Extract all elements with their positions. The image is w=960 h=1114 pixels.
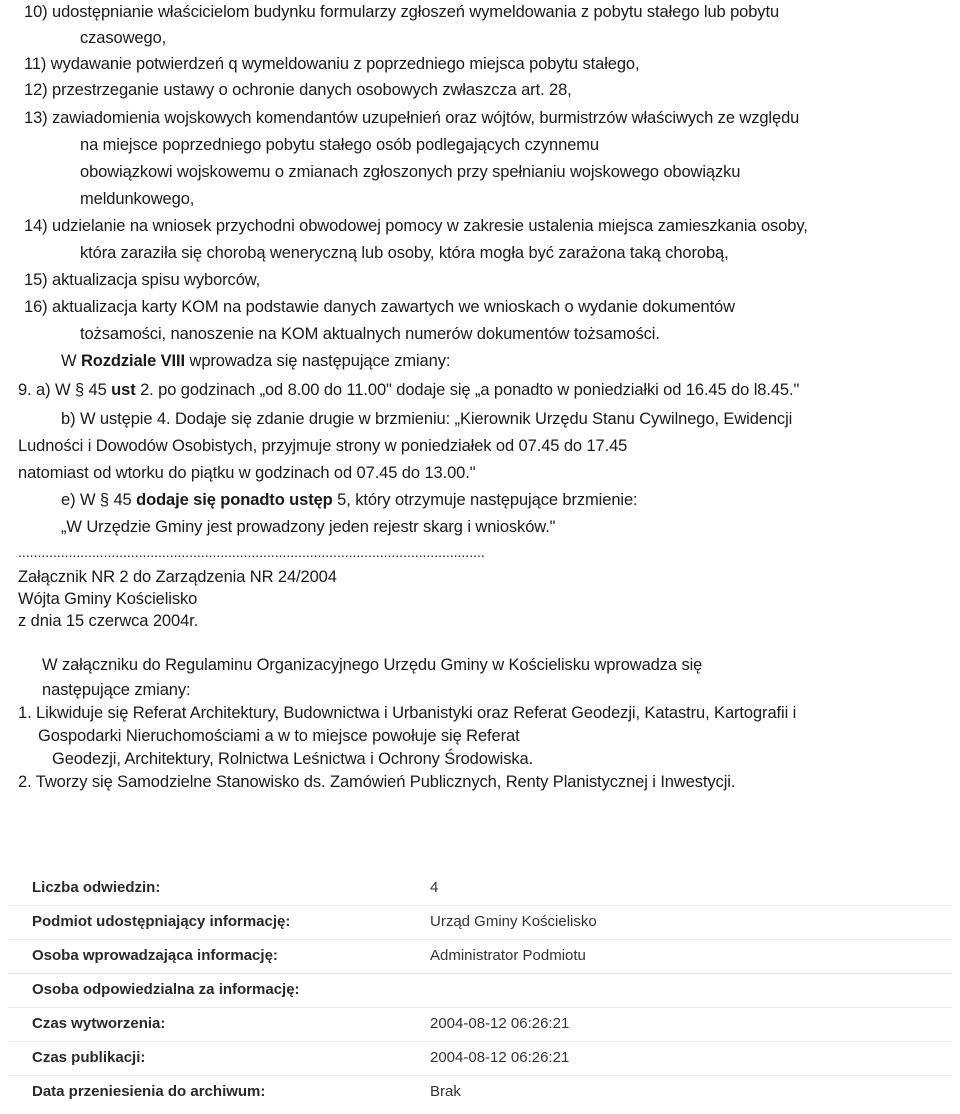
metadata-value: 2004-08-12 06:26:21	[430, 1049, 570, 1066]
text-line: Ludności i Dowodów Osobistych, przyjmuje strony w poniedziałek od 07.45 do 17.45	[18, 437, 628, 455]
metadata-row	[8, 939, 952, 974]
metadata-label: Liczba odwiedzin:	[32, 879, 161, 896]
text-line: następujące zmiany:	[42, 681, 191, 699]
text-line: meldunkowego,	[80, 190, 195, 208]
text-line: tożsamości, nanoszenie na KOM aktualnych numerów dokumentów tożsamości.	[80, 325, 660, 343]
text-line: 1. Likwiduje się Referat Architektury, Budownictwa i Urbanistyki oraz Referat Geodezji, Katastru, Kartografii i	[18, 704, 797, 722]
text-line: 13) zawiadomienia wojskowych komendantów uzupełnień oraz wójtów, burmistrzów właściwych ze względu	[24, 109, 800, 127]
metadata-value: 4	[430, 879, 439, 896]
text-line: 15) aktualizacja spisu wyborców,	[24, 271, 261, 289]
metadata-row	[8, 1075, 952, 1109]
text-line: „W Urzędzie Gminy jest prowadzony jeden rejestr skarg i wniosków."	[61, 518, 556, 536]
metadata-row	[8, 1041, 952, 1076]
metadata-value: Administrator Podmiotu	[430, 947, 586, 964]
metadata-label: Podmiot udostępniający informację:	[32, 913, 291, 930]
text-run: W	[61, 352, 81, 370]
text-run: 9. a) W § 45	[18, 381, 112, 399]
text-run: 2. po godzinach „od 8.00 do 11.00" dodaje się „a ponadto w poniedziałki od 16.45 do l8.45."	[135, 381, 800, 399]
metadata-value: Urząd Gminy Kościelisko	[430, 913, 597, 930]
text-line	[61, 490, 638, 510]
text-line	[18, 380, 799, 400]
metadata-label: Osoba wprowadzająca informację:	[32, 947, 278, 964]
text-line: czasowego,	[80, 29, 167, 47]
text-line: natomiast od wtorku do piątku w godzinach od 07.45 do 13.00."	[18, 464, 476, 482]
text-line: Gospodarki Nieruchomościami a w to miejsce powołuje się Referat	[38, 727, 520, 745]
text-run: wprowadza się następujące zmiany:	[185, 352, 451, 370]
text-line: która zaraziła się chorobą weneryczną lub osoby, która mogła być zarażona taką chorobą,	[80, 244, 729, 262]
dotted-separator: ........................................................................................................................	[18, 544, 485, 560]
text-run-bold: ust	[111, 381, 136, 399]
text-line: 11) wydawanie potwierdzeń q wymeldowaniu z poprzedniego miejsca pobytu stałego,	[24, 55, 640, 73]
text-line: Wójta Gminy Kościelisko	[18, 590, 198, 608]
metadata-value: Brak	[430, 1083, 461, 1100]
metadata-value: 2004-08-12 06:26:21	[430, 1015, 570, 1032]
text-line: z dnia 15 czerwca 2004r.	[18, 612, 199, 630]
text-line: Załącznik NR 2 do Zarządzenia NR 24/2004	[18, 568, 337, 586]
text-line: 16) aktualizacja karty KOM na podstawie danych zawartych we wnioskach o wydanie dokumentów	[24, 298, 735, 316]
text-line: 14) udzielanie na wniosek przychodni obwodowej pomocy w zakresie ustalenia miejsca zamieszkania osoby,	[24, 217, 808, 235]
text-line	[61, 351, 450, 371]
text-line: 10) udostępnianie właścicielom budynku formularzy zgłoszeń wymeldowania z pobytu stałego lub pobytu	[24, 3, 780, 21]
metadata-label: Czas wytworzenia:	[32, 1015, 166, 1032]
metadata-row	[8, 871, 952, 906]
metadata-label: Czas publikacji:	[32, 1049, 146, 1066]
metadata-row	[8, 905, 952, 940]
text-line: 12) przestrzeganie ustawy o ochronie danych osobowych zwłaszcza art. 28,	[24, 81, 572, 99]
text-run-bold: Rozdziale VIII	[80, 352, 186, 370]
text-line: 2. Tworzy się Samodzielne Stanowisko ds. Zamówień Publicznych, Renty Planistycznej i Inwestycji.	[18, 773, 736, 791]
metadata-label: Osoba odpowiedzialna za informację:	[32, 981, 300, 998]
text-run-bold: dodaje się ponadto ustęp	[136, 491, 333, 509]
text-run: 5, który otrzymuje następujące brzmienie:	[332, 491, 638, 509]
metadata-row	[8, 973, 952, 1008]
text-line: Geodezji, Architektury, Rolnictwa Leśnictwa i Ochrony Środowiska.	[52, 750, 534, 768]
metadata-row	[8, 1007, 952, 1042]
text-line: obowiązkowi wojskowemu o zmianach zgłoszonych przy spełnianiu wojskowego obowiązku	[80, 163, 741, 181]
metadata-label: Data przeniesienia do archiwum:	[32, 1083, 266, 1100]
text-line: na miejsce poprzedniego pobytu stałego osób podlegających czynnemu	[80, 136, 599, 154]
text-line: W załączniku do Regulaminu Organizacyjnego Urzędu Gminy w Kościelisku wprowadza się	[42, 656, 703, 674]
text-line: b) W ustępie 4. Dodaje się zdanie drugie w brzmieniu: „Kierownik Urzędu Stanu Cywilnego, Ewidencji	[61, 410, 793, 428]
text-run: e) W § 45	[61, 491, 137, 509]
